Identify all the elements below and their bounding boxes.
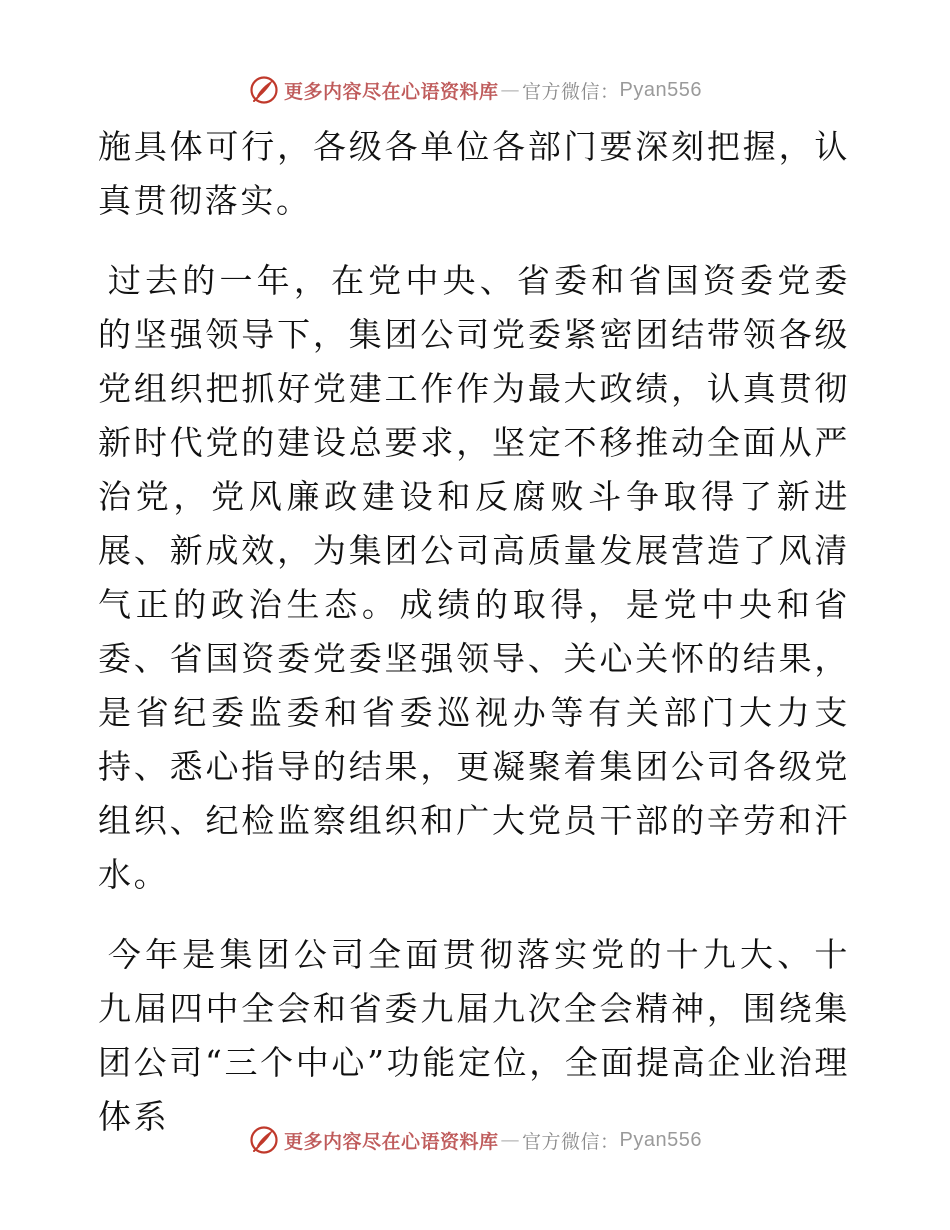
paragraph-continuation: 施具体可行，各级各单位各部门要深刻把握，认真贯彻落实。 xyxy=(98,127,850,220)
paragraph-past-year: 过去的一年，在党中央、省委和省国资委党委的坚强领导下，集团公司党委紧密团结带领各级党组织把抓好党建工作作为最大政绩，认真贯彻新时代党的建设总要求，坚定不移推动全面从严治党，党风廉政建设和反腐败斗争取得了新进展、新成效，为集团公司高质量发展营造了风清气正的政治生态。成绩的取得，是党中央和省委、省国资委党委坚强领导、关心关怀的结果，是省纪委监委和省委巡视办等有关部门大力支持、悉心指导的结果，更凝聚着集团公司各级党组织、纪检监察组织和广大党员干部的辛劳和汗水。 xyxy=(98,261,850,894)
watermark-account: Pyan556 xyxy=(619,78,702,101)
footer-watermark xyxy=(0,1120,950,1160)
header-watermark xyxy=(0,70,950,110)
watermark-official-label: 官方微信： xyxy=(522,80,620,103)
quill-logo-icon xyxy=(248,1124,280,1156)
document-body xyxy=(98,120,850,1170)
watermark-account: Pyan556 xyxy=(619,1128,702,1151)
watermark-official-label: 官方微信： xyxy=(522,1130,620,1153)
watermark-separator: — xyxy=(500,79,521,101)
watermark-site-name: 更多内容尽在心语资料库 xyxy=(284,1130,499,1153)
watermark-separator: — xyxy=(500,1129,521,1151)
quill-logo-icon xyxy=(248,74,280,106)
watermark-site-name: 更多内容尽在心语资料库 xyxy=(284,80,499,103)
paragraph-this-year: 今年是集团公司全面贯彻落实党的十九大、十九届四中全会和省委九届九次全会精神，围绕集团公司“三个中心”功能定位，全面提高企业治理体系 xyxy=(98,935,850,1136)
